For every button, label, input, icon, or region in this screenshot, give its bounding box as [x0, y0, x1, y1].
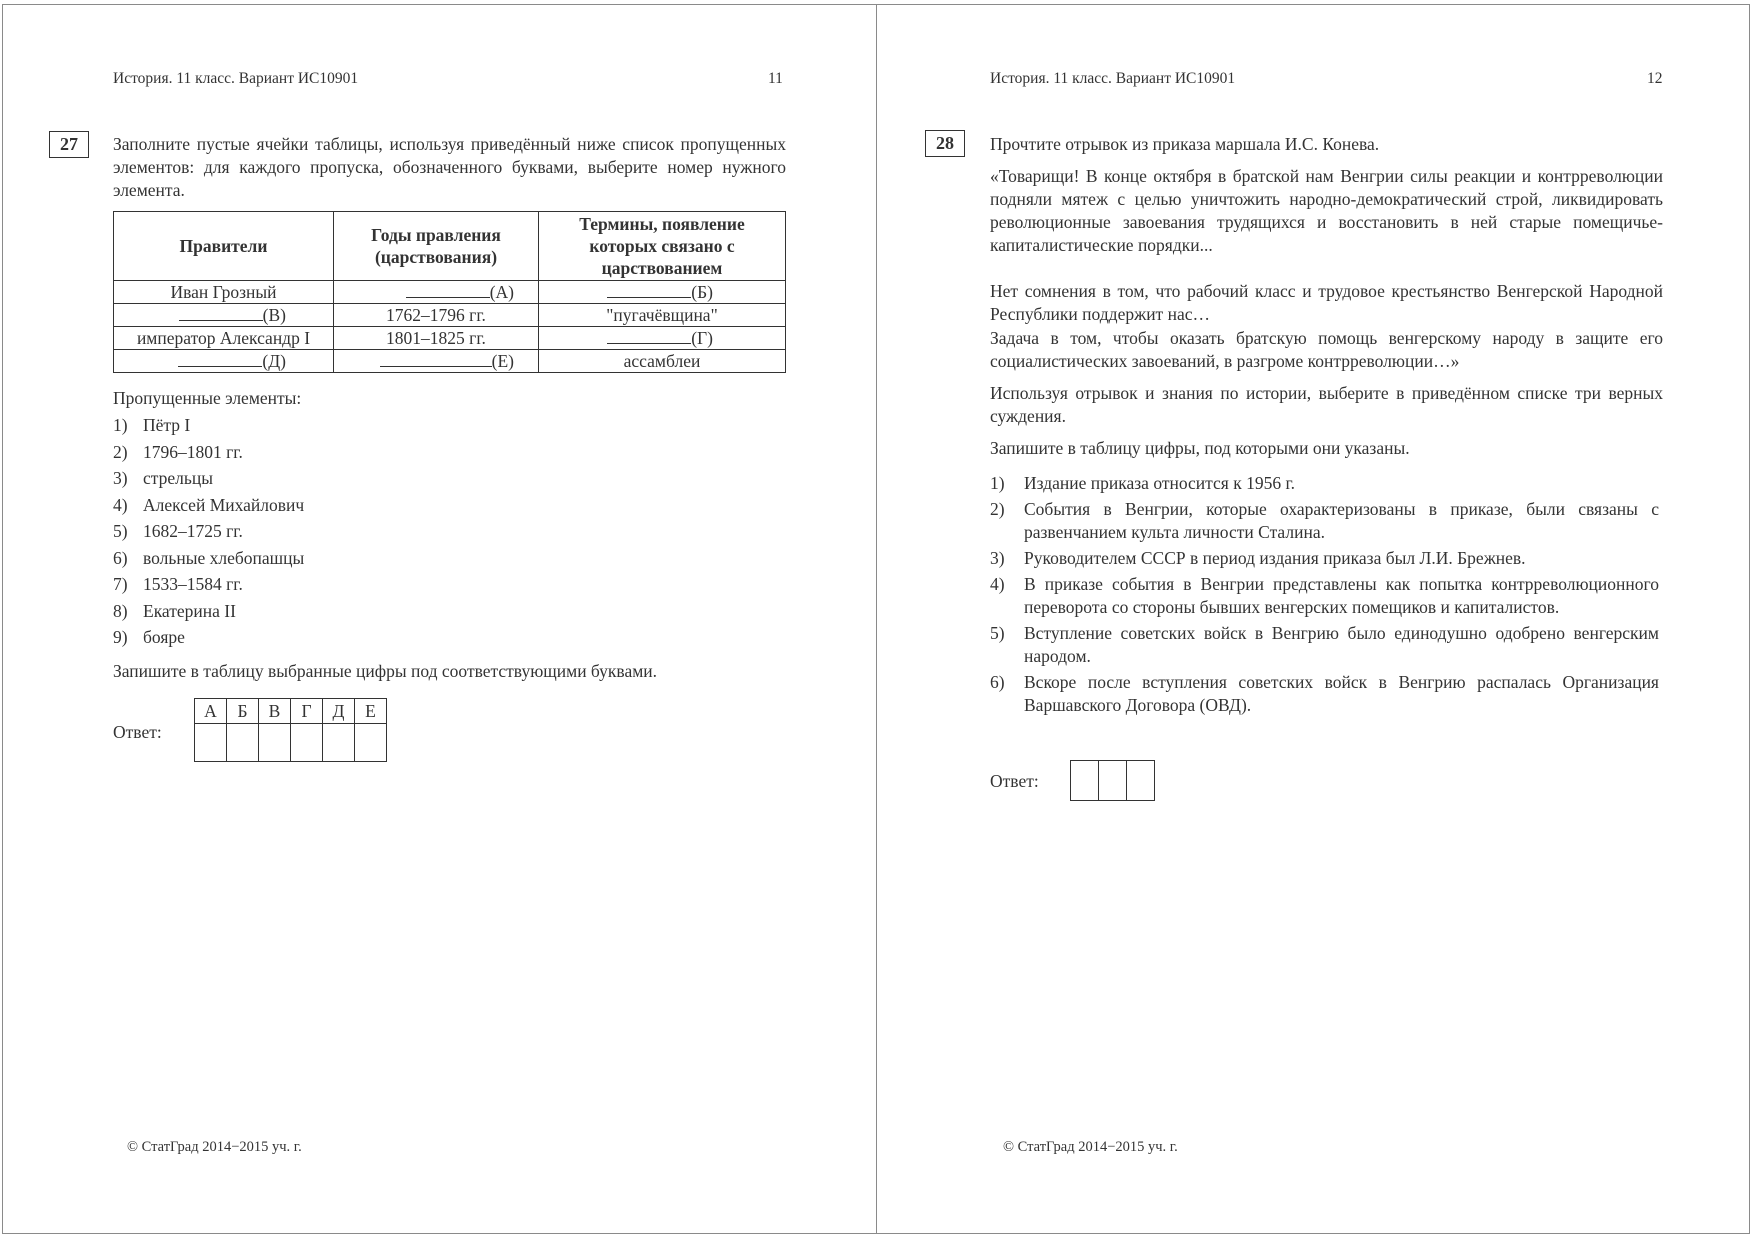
page-footer: © СтатГрад 2014−2015 уч. г.: [1003, 1139, 1178, 1155]
quote-paragraph-1: «Товарищи! В конце октября в братской нам Венгрии силы реакции и контрреволюции подняли мятеж с целью уничтожить народно-демократический строй, ликвидировать революционные завоевания трудящихся и восстановить в ней старые помещичье-капиталистические порядки...: [990, 166, 1663, 255]
page-footer: © СтатГрад 2014−2015 уч. г.: [127, 1139, 302, 1155]
table-cell: [114, 350, 334, 373]
page-header: История. 11 класс. Вариант ИС10901: [990, 70, 1236, 87]
rulers-table: [113, 211, 786, 373]
table-cell-text: (Г): [691, 328, 713, 348]
answer-cell[interactable]: [227, 724, 259, 762]
answer-cell[interactable]: [323, 724, 355, 762]
quote-paragraph-2: Нет сомнения в том, что рабочий класс и трудовое крестьянство Венгерской Народной Республики поддержит нас…: [990, 281, 1663, 324]
table-cell: [334, 281, 539, 304]
list-item: 9) бояре: [113, 627, 185, 647]
page-number: 11: [768, 70, 783, 87]
answer-cell[interactable]: [1099, 761, 1127, 801]
list-item: 5) 1682–1725 гг.: [113, 521, 243, 541]
table-cell-text: (Б): [691, 282, 713, 302]
page-number: 12: [1647, 70, 1663, 87]
list-item: 2) События в Венгрии, которые охарактеризованы в приказе, были связаны с развенчанием культа личности Сталина.: [990, 499, 1659, 542]
answer-label: Ответ:: [113, 722, 162, 742]
list-item: 8) Екатерина II: [113, 600, 236, 621]
task-number-box: 27: [49, 131, 89, 158]
answer-letter: Д: [323, 699, 355, 724]
list-item: 6) вольные хлебопашцы: [113, 547, 305, 568]
page-header: История. 11 класс. Вариант ИС10901: [113, 70, 359, 87]
answer-cell[interactable]: [291, 724, 323, 762]
task-instruction: Заполните пустые ячейки таблицы, используя приведённый ниже список пропущенных элементов: для каждого пропуска, обозначенного буквами, выберите номер нужного элемента.: [113, 134, 786, 200]
list-item: 5) Вступление советских войск в Венгрию было единодушно одобрено венгерским народом.: [990, 623, 1659, 666]
table-row: [114, 327, 786, 350]
answer-cell[interactable]: [195, 724, 227, 762]
table-cell: [334, 350, 539, 373]
list-item: 4) Алексей Михайлович: [113, 494, 305, 515]
table-cell: [114, 304, 334, 327]
quote-paragraph-3: Задача в том, чтобы оказать братскую помощь венгерскому народу в защите его социалистических завоеваний, в разгроме контрреволюции…»: [990, 328, 1663, 371]
answer-letter: Г: [291, 699, 323, 724]
table-row: [114, 350, 786, 373]
list-item: 3) стрельцы: [113, 468, 213, 488]
table-cell: 1801–1825 гг.: [334, 327, 539, 350]
answer-table: [1070, 760, 1155, 801]
right-page: [877, 0, 1754, 1239]
missing-elements-list: [113, 414, 773, 649]
table-cell: [539, 327, 786, 350]
task-intro: Прочтите отрывок из приказа маршала И.С. Конева.: [990, 134, 1380, 154]
table-header-cell: Термины, появление которых связано с царствованием: [539, 212, 786, 281]
answer-input-row: [195, 724, 387, 762]
answer-input-row: [1071, 761, 1155, 801]
table-row: [114, 281, 786, 304]
table-header-cell: Правители: [114, 212, 334, 281]
table-cell: император Александр I: [114, 327, 334, 350]
write-instruction: Запишите в таблицу выбранные цифры под соответствующими буквами.: [113, 661, 658, 681]
table-cell: Иван Грозный: [114, 281, 334, 304]
table-row: [114, 304, 786, 327]
table-cell-text: (Д): [262, 351, 286, 371]
answer-cell[interactable]: [1127, 761, 1155, 801]
list-item: 2) 1796–1801 гг.: [113, 441, 243, 462]
left-page: [0, 0, 876, 1239]
list-item: 1) Издание приказа относится к 1956 г.: [990, 473, 1296, 493]
answer-cell[interactable]: [355, 724, 387, 762]
table-cell-text: (Е): [491, 351, 514, 371]
missing-elements-label: Пропущенные элементы:: [113, 388, 302, 408]
table-cell: "пугачёвщина": [539, 304, 786, 327]
table-cell-text: (В): [262, 305, 286, 325]
table-header-cell: Годы правления (царствования): [334, 212, 539, 281]
answer-cell[interactable]: [1071, 761, 1099, 801]
answer-letter: А: [195, 699, 227, 724]
answer-cell[interactable]: [259, 724, 291, 762]
write-instruction: Запишите в таблицу цифры, под которыми они указаны.: [990, 438, 1410, 458]
table-cell: 1762–1796 гг.: [334, 304, 539, 327]
task-number-box: 28: [925, 130, 965, 157]
list-item: 7) 1533–1584 гг.: [113, 574, 243, 594]
list-item: 4) В приказе события в Венгрии представлены как попытка контрреволюционного переворота со стороны бывших венгерских помещиков и капиталистов.: [990, 574, 1659, 617]
answer-letter: Е: [355, 699, 387, 724]
answer-label: Ответ:: [990, 771, 1039, 791]
answer-letter: В: [259, 699, 291, 724]
list-item: 1) Пётр I: [113, 415, 191, 435]
table-cell: ассамблеи: [539, 350, 786, 373]
table-cell: [539, 281, 786, 304]
options-list: [990, 472, 1659, 717]
answer-letter-row: [195, 699, 387, 724]
list-item: 3) Руководителем СССР в период издания приказа был Л.И. Брежнев.: [990, 548, 1526, 568]
answer-table: [194, 698, 387, 762]
table-header-row: [114, 212, 786, 281]
answer-letter: Б: [227, 699, 259, 724]
list-item: 6) Вскоре после вступления советских войск в Венгрию распалась Организация Варшавского Договора (ОВД).: [990, 672, 1659, 715]
task-text: Используя отрывок и знания по истории, выберите в приведённом списке три верных суждения.: [990, 383, 1663, 426]
table-cell-text: (А): [489, 282, 514, 302]
